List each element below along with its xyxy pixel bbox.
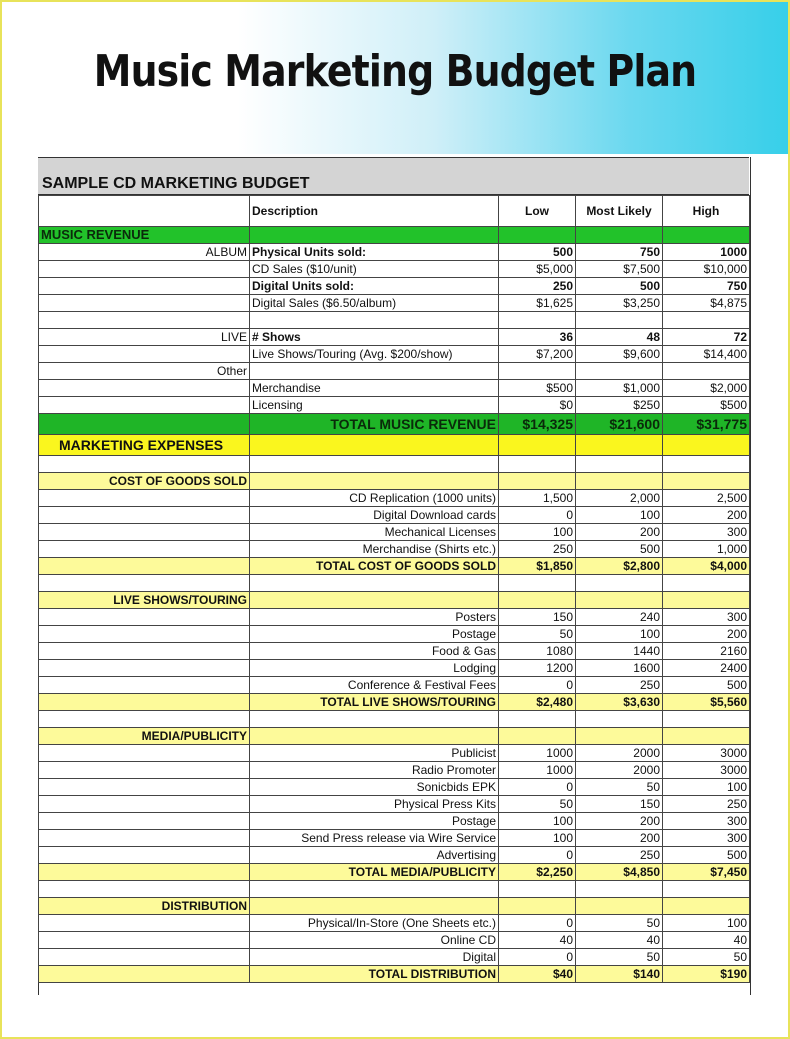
expense-description: CD Replication (1000 units) xyxy=(250,490,499,507)
low-value: 250 xyxy=(499,278,576,295)
expense-row xyxy=(39,677,750,694)
expense-total-low: $1,850 xyxy=(499,558,576,575)
high-value: 1000 xyxy=(663,244,750,261)
header-high: High xyxy=(663,196,750,227)
description-cell: Merchandise xyxy=(250,380,499,397)
most-likely-value: 100 xyxy=(576,507,663,524)
expense-row xyxy=(39,932,750,949)
total-revenue-high: $31,775 xyxy=(663,414,750,435)
most-likely-value: 2000 xyxy=(576,762,663,779)
expense-description: Lodging xyxy=(250,660,499,677)
most-likely-value xyxy=(576,312,663,329)
low-value: 1000 xyxy=(499,762,576,779)
expense-description: Physical/In-Store (One Sheets etc.) xyxy=(250,915,499,932)
expense-total-row xyxy=(39,558,750,575)
most-likely-value: $7,500 xyxy=(576,261,663,278)
expense-row xyxy=(39,915,750,932)
most-likely-value xyxy=(576,363,663,380)
high-value: 250 xyxy=(663,796,750,813)
high-value xyxy=(663,312,750,329)
revenue-row xyxy=(39,329,750,346)
high-value: 40 xyxy=(663,932,750,949)
header-most-likely: Most Likely xyxy=(576,196,663,227)
low-value: 100 xyxy=(499,830,576,847)
low-value: 0 xyxy=(499,507,576,524)
high-value: 300 xyxy=(663,609,750,626)
total-music-revenue-row xyxy=(39,414,750,435)
description-cell: # Shows xyxy=(250,329,499,346)
category-label xyxy=(39,261,250,278)
expense-row xyxy=(39,813,750,830)
category-label: Other xyxy=(39,363,250,380)
high-value: $10,000 xyxy=(663,261,750,278)
most-likely-value: 200 xyxy=(576,813,663,830)
expense-total-most-likely: $3,630 xyxy=(576,694,663,711)
expense-description: Online CD xyxy=(250,932,499,949)
high-value: 300 xyxy=(663,524,750,541)
low-value: 0 xyxy=(499,847,576,864)
most-likely-value: 50 xyxy=(576,779,663,796)
expense-total-most-likely: $4,850 xyxy=(576,864,663,881)
low-value: 50 xyxy=(499,796,576,813)
low-value: 100 xyxy=(499,813,576,830)
description-cell: Licensing xyxy=(250,397,499,414)
description-cell xyxy=(250,312,499,329)
high-value: 200 xyxy=(663,507,750,524)
high-value xyxy=(663,363,750,380)
expense-row xyxy=(39,643,750,660)
high-value: $500 xyxy=(663,397,750,414)
expense-total-label: TOTAL DISTRIBUTION xyxy=(250,966,499,983)
expense-row xyxy=(39,524,750,541)
expense-group-header xyxy=(39,473,750,490)
low-value: 40 xyxy=(499,932,576,949)
expense-group-header xyxy=(39,898,750,915)
high-value: 1,000 xyxy=(663,541,750,558)
category-label xyxy=(39,312,250,329)
most-likely-value: $1,000 xyxy=(576,380,663,397)
expense-row xyxy=(39,609,750,626)
expense-group-header xyxy=(39,728,750,745)
expense-group-title: DISTRIBUTION xyxy=(39,898,250,915)
expense-description: Digital Download cards xyxy=(250,507,499,524)
expense-total-low: $2,480 xyxy=(499,694,576,711)
low-value xyxy=(499,363,576,380)
most-likely-value: 50 xyxy=(576,915,663,932)
low-value: $5,000 xyxy=(499,261,576,278)
header-low: Low xyxy=(499,196,576,227)
expense-description: Postage xyxy=(250,626,499,643)
budget-table xyxy=(38,195,750,983)
expense-total-label: TOTAL MEDIA/PUBLICITY xyxy=(250,864,499,881)
expense-row xyxy=(39,660,750,677)
most-likely-value: $3,250 xyxy=(576,295,663,312)
expense-row xyxy=(39,847,750,864)
expense-total-high: $4,000 xyxy=(663,558,750,575)
page-title: Music Marketing Budget Plan xyxy=(93,46,697,97)
low-value: $7,200 xyxy=(499,346,576,363)
most-likely-value: 1440 xyxy=(576,643,663,660)
high-value: $4,875 xyxy=(663,295,750,312)
description-cell: Digital Sales ($6.50/album) xyxy=(250,295,499,312)
most-likely-value: $9,600 xyxy=(576,346,663,363)
header-row xyxy=(39,196,750,227)
expense-total-most-likely: $140 xyxy=(576,966,663,983)
revenue-row xyxy=(39,261,750,278)
blank-row xyxy=(39,881,750,898)
expense-row xyxy=(39,626,750,643)
category-label xyxy=(39,295,250,312)
high-value: 500 xyxy=(663,847,750,864)
expense-description: Mechanical Licenses xyxy=(250,524,499,541)
high-value: 100 xyxy=(663,779,750,796)
expense-description: Sonicbids EPK xyxy=(250,779,499,796)
low-value: 50 xyxy=(499,626,576,643)
high-value: 100 xyxy=(663,915,750,932)
most-likely-value: 2,000 xyxy=(576,490,663,507)
high-value: 50 xyxy=(663,949,750,966)
most-likely-value: 50 xyxy=(576,949,663,966)
most-likely-value: 2000 xyxy=(576,745,663,762)
most-likely-value: $250 xyxy=(576,397,663,414)
high-value: $14,400 xyxy=(663,346,750,363)
low-value: $1,625 xyxy=(499,295,576,312)
revenue-row xyxy=(39,397,750,414)
low-value: 1080 xyxy=(499,643,576,660)
blank-row xyxy=(39,711,750,728)
expense-total-low: $2,250 xyxy=(499,864,576,881)
expense-description: Digital xyxy=(250,949,499,966)
music-revenue-header xyxy=(39,227,750,244)
most-likely-value: 200 xyxy=(576,830,663,847)
expense-description: Merchandise (Shirts etc.) xyxy=(250,541,499,558)
expense-total-high: $7,450 xyxy=(663,864,750,881)
low-value: 1000 xyxy=(499,745,576,762)
music-revenue-label: MUSIC REVENUE xyxy=(39,227,250,244)
high-value: 3000 xyxy=(663,745,750,762)
high-value: $2,000 xyxy=(663,380,750,397)
most-likely-value: 250 xyxy=(576,847,663,864)
expense-total-row xyxy=(39,694,750,711)
low-value: $500 xyxy=(499,380,576,397)
high-value: 500 xyxy=(663,677,750,694)
expense-row xyxy=(39,541,750,558)
expense-description: Physical Press Kits xyxy=(250,796,499,813)
high-value: 2160 xyxy=(663,643,750,660)
category-label xyxy=(39,380,250,397)
expense-description: Radio Promoter xyxy=(250,762,499,779)
category-label: LIVE xyxy=(39,329,250,346)
revenue-row xyxy=(39,363,750,380)
expense-description: Publicist xyxy=(250,745,499,762)
expense-group-title: COST OF GOODS SOLD xyxy=(39,473,250,490)
low-value: 0 xyxy=(499,779,576,796)
expense-total-high: $190 xyxy=(663,966,750,983)
description-cell: Live Shows/Touring (Avg. $200/show) xyxy=(250,346,499,363)
marketing-expenses-label: MARKETING EXPENSES xyxy=(39,435,250,456)
category-label xyxy=(39,346,250,363)
low-value: 1,500 xyxy=(499,490,576,507)
expense-group-title: LIVE SHOWS/TOURING xyxy=(39,592,250,609)
category-label: ALBUM xyxy=(39,244,250,261)
total-revenue-label: TOTAL MUSIC REVENUE xyxy=(250,414,499,435)
most-likely-value: 1600 xyxy=(576,660,663,677)
description-cell xyxy=(250,363,499,380)
expense-description: Food & Gas xyxy=(250,643,499,660)
revenue-row xyxy=(39,278,750,295)
sheet-title: SAMPLE CD MARKETING BUDGET xyxy=(38,157,749,195)
most-likely-value: 40 xyxy=(576,932,663,949)
blank-row xyxy=(39,456,750,473)
most-likely-value: 750 xyxy=(576,244,663,261)
header-blank xyxy=(39,196,250,227)
revenue-row xyxy=(39,346,750,363)
expense-description: Conference & Festival Fees xyxy=(250,677,499,694)
expense-description: Posters xyxy=(250,609,499,626)
blank-row xyxy=(39,575,750,592)
low-value xyxy=(499,312,576,329)
expense-total-row xyxy=(39,864,750,881)
revenue-row xyxy=(39,244,750,261)
high-value: 3000 xyxy=(663,762,750,779)
expense-row xyxy=(39,830,750,847)
most-likely-value: 500 xyxy=(576,541,663,558)
high-value: 2400 xyxy=(663,660,750,677)
expense-description: Postage xyxy=(250,813,499,830)
revenue-row xyxy=(39,312,750,329)
expense-total-low: $40 xyxy=(499,966,576,983)
expense-row xyxy=(39,507,750,524)
high-value: 2,500 xyxy=(663,490,750,507)
expense-total-row xyxy=(39,966,750,983)
most-likely-value: 150 xyxy=(576,796,663,813)
high-value: 72 xyxy=(663,329,750,346)
header-description: Description xyxy=(250,196,499,227)
most-likely-value: 240 xyxy=(576,609,663,626)
expense-total-most-likely: $2,800 xyxy=(576,558,663,575)
category-label xyxy=(39,278,250,295)
high-value: 200 xyxy=(663,626,750,643)
category-label xyxy=(39,397,250,414)
expense-row xyxy=(39,796,750,813)
low-value: 1200 xyxy=(499,660,576,677)
description-cell: CD Sales ($10/unit) xyxy=(250,261,499,278)
low-value: 0 xyxy=(499,677,576,694)
low-value: 100 xyxy=(499,524,576,541)
low-value: 500 xyxy=(499,244,576,261)
expense-group-header xyxy=(39,592,750,609)
revenue-row xyxy=(39,380,750,397)
most-likely-value: 500 xyxy=(576,278,663,295)
description-cell: Digital Units sold: xyxy=(250,278,499,295)
high-value: 750 xyxy=(663,278,750,295)
expense-description: Send Press release via Wire Service xyxy=(250,830,499,847)
revenue-row xyxy=(39,295,750,312)
most-likely-value: 250 xyxy=(576,677,663,694)
expense-row xyxy=(39,745,750,762)
low-value: $0 xyxy=(499,397,576,414)
total-revenue-low: $14,325 xyxy=(499,414,576,435)
expense-row xyxy=(39,949,750,966)
most-likely-value: 200 xyxy=(576,524,663,541)
low-value: 0 xyxy=(499,949,576,966)
marketing-expenses-header xyxy=(39,435,750,456)
expense-total-high: $5,560 xyxy=(663,694,750,711)
description-cell: Physical Units sold: xyxy=(250,244,499,261)
expense-description: Advertising xyxy=(250,847,499,864)
most-likely-value: 100 xyxy=(576,626,663,643)
low-value: 36 xyxy=(499,329,576,346)
most-likely-value: 48 xyxy=(576,329,663,346)
high-value: 300 xyxy=(663,830,750,847)
expense-row xyxy=(39,762,750,779)
low-value: 150 xyxy=(499,609,576,626)
high-value: 300 xyxy=(663,813,750,830)
expense-row xyxy=(39,490,750,507)
low-value: 0 xyxy=(499,915,576,932)
expense-total-label: TOTAL LIVE SHOWS/TOURING xyxy=(250,694,499,711)
expense-group-title: MEDIA/PUBLICITY xyxy=(39,728,250,745)
expense-row xyxy=(39,779,750,796)
low-value: 250 xyxy=(499,541,576,558)
total-revenue-most-likely: $21,600 xyxy=(576,414,663,435)
expense-total-label: TOTAL COST OF GOODS SOLD xyxy=(250,558,499,575)
